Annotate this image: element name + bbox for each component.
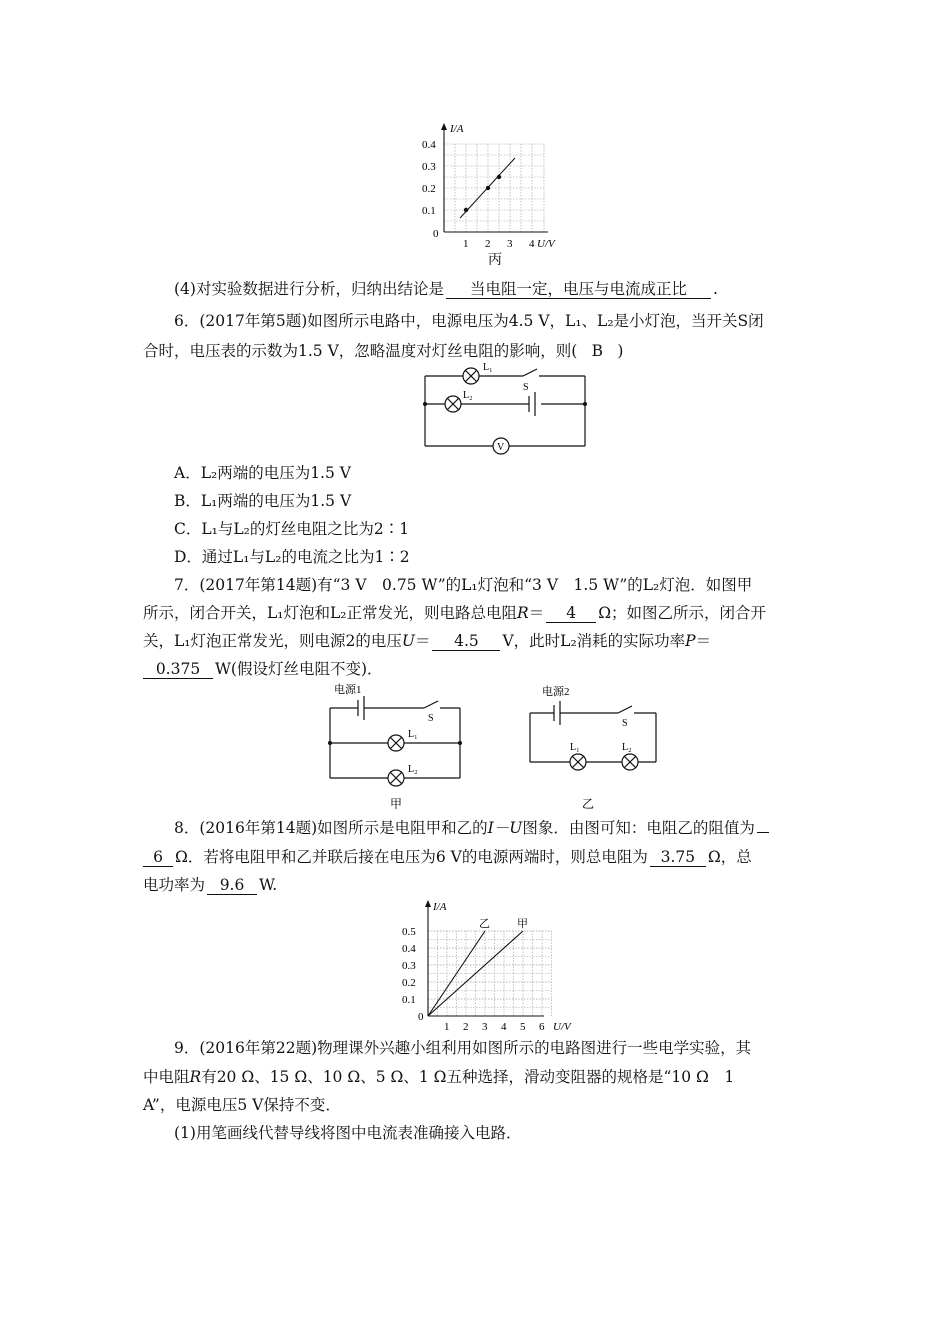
- answer-blank: 4: [546, 604, 596, 623]
- q9-sub1: (1)用笔画线代替导线将图中电流表准确接入电路．: [174, 1124, 522, 1142]
- graph-grid: [444, 144, 544, 232]
- q6-option-b: B．L₁两端的电压为1.5 V: [174, 492, 352, 510]
- voltmeter-label: V: [497, 442, 505, 453]
- label-l2: L₂: [463, 390, 473, 401]
- source-label: 电源1: [334, 684, 362, 696]
- figure-caption: 乙: [582, 797, 595, 811]
- x-tick: 4: [501, 1021, 507, 1033]
- answer-blank: 当电阻一定，电压与电流成正比: [446, 280, 711, 299]
- q9-line3: A”，电源电压5 V保持不变．: [143, 1096, 341, 1114]
- label-l2: L₂: [622, 742, 632, 753]
- q7-line4: 0.375 W(假设灯丝电阻不变)．: [143, 658, 383, 680]
- y-tick: 0.4: [402, 943, 416, 955]
- answer-blank: 0.375: [143, 660, 213, 679]
- q6-answer: B: [591, 342, 604, 360]
- series-label: 甲: [517, 918, 528, 930]
- y-tick: 0.3: [402, 960, 416, 972]
- source-label: 电源2: [542, 686, 570, 698]
- label-switch: S: [523, 382, 529, 393]
- y-tick: 0.3: [422, 161, 436, 173]
- x-tick: 4: [529, 238, 535, 250]
- data-point: [464, 208, 468, 212]
- q5-part4: (4)对实验数据进行分析，归纳出结论是 当电阻一定，电压与电流成正比 .: [174, 280, 718, 298]
- data-point: [497, 175, 501, 179]
- x-tick: 3: [482, 1021, 488, 1033]
- q7-line3: 关，L₁灯泡正常发光，则电源2的电压U＝ 4.5 V，此时L₂消耗的实际功率P＝: [143, 632, 712, 650]
- figure-q7-circuit-yi: [518, 680, 668, 812]
- y-tick: 0.2: [402, 977, 416, 989]
- x-tick: 2: [485, 238, 491, 250]
- label-l1: L₁: [408, 729, 418, 740]
- q7-line1: 7．(2017年第14题)有“3 V 0.75 W”的L₁灯泡和“3 V 1.5 W”的L₂灯泡．如图甲: [174, 576, 753, 594]
- label-l1: L₁: [483, 362, 493, 373]
- q7-line2: 所示，闭合开关，L₁灯泡和L₂正常发光，则电路总电阻R＝ 4 Ω；如图乙所示，闭合开: [143, 604, 767, 622]
- x-tick: 5: [520, 1021, 526, 1033]
- q8-line3: 电功率为 9.6 W.: [143, 876, 278, 894]
- q6-option-a: A．L₂两端的电压为1.5 V: [174, 464, 351, 482]
- answer-blank: 6: [143, 848, 173, 867]
- y-tick: 0.2: [422, 183, 436, 195]
- x-tick: 1: [444, 1021, 450, 1033]
- x-axis-label: U/V: [553, 1021, 571, 1033]
- y-tick: 0: [433, 228, 439, 240]
- q9-line1: 9．(2016年第22题)物理课外兴趣小组利用如图所示的电路图进行一些电学实验，其: [174, 1039, 752, 1057]
- answer-blank: 9.6: [207, 876, 257, 895]
- q8-line1: 8．(2016年第14题)如图所示是电阻甲和乙的I－U图象．由图可知：电阻乙的阻值为: [174, 817, 771, 839]
- y-tick: 0: [418, 1011, 424, 1023]
- y-axis-arrow: [425, 900, 431, 907]
- series-label: 乙: [479, 918, 490, 930]
- figure-q8-iu-chart: [398, 898, 578, 1034]
- figure-q7-circuit-jia: [318, 680, 478, 812]
- y-tick: 0.1: [402, 994, 416, 1006]
- answer-blank: 4.5: [432, 632, 500, 651]
- q8-line2: 6 Ω．若将电阻甲和乙并联后接在电压为6 V的电源两端时，则总电阻为 3.75 Ω，总: [143, 846, 752, 868]
- figure-caption: 丙: [488, 253, 502, 268]
- q6-option-d: D．通过L₁与L₂的电流之比为1∶2: [174, 548, 410, 566]
- figure-caption: 甲: [390, 797, 403, 811]
- y-tick: 0.1: [422, 205, 436, 217]
- label-switch: S: [622, 718, 628, 729]
- q6-line1: 6．(2017年第5题)如图所示电路中，电源电压为4.5 V，L₁、L₂是小灯泡，当开关S闭: [174, 312, 764, 330]
- y-tick: 0.4: [422, 139, 436, 151]
- label-l2: L₂: [408, 764, 418, 775]
- x-tick: 2: [463, 1021, 469, 1033]
- q9-line2: 中电阻R有20 Ω、15 Ω、10 Ω、5 Ω、1 Ω五种选择，滑动变阻器的规格是“10 Ω 1: [143, 1068, 735, 1086]
- y-axis-arrow: [441, 123, 447, 130]
- y-tick: 0.5: [402, 926, 416, 938]
- x-axis-label: U/V: [537, 238, 555, 250]
- x-tick: 6: [539, 1021, 545, 1033]
- x-tick: 1: [463, 238, 469, 250]
- figure-q6-circuit: [415, 360, 595, 460]
- y-axis-label: I/A: [433, 901, 447, 913]
- q6-line2: 合时，电压表的示数为1.5 V，忽略温度对灯丝电阻的影响，则( B ): [143, 342, 624, 360]
- label-switch: S: [428, 713, 434, 724]
- y-axis-label: I/A: [450, 123, 464, 135]
- data-point: [486, 186, 490, 190]
- figure-bing-graph: [410, 118, 555, 268]
- chart-grid: [428, 931, 552, 1016]
- x-tick: 3: [507, 238, 513, 250]
- q6-option-c: C．L₁与L₂的灯丝电阻之比为2∶1: [174, 520, 410, 538]
- answer-blank: 3.75: [650, 848, 706, 867]
- label-l1: L₁: [570, 742, 580, 753]
